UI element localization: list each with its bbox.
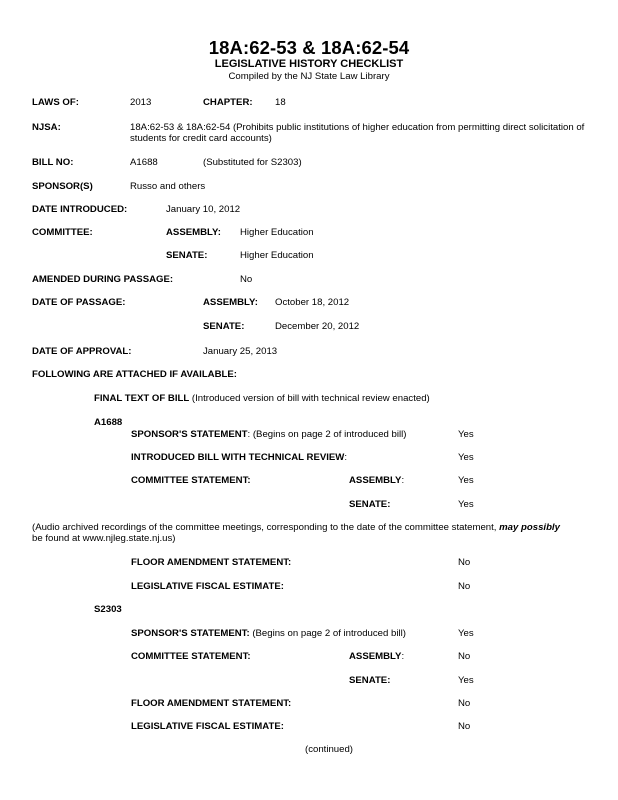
s2303-fiscal-value: No [458,721,471,732]
date-introduced-label: DATE INTRODUCED: [32,204,128,215]
attached-heading: FOLLOWING ARE ATTACHED IF AVAILABLE: [32,369,237,380]
page-title: 18A:62-53 & 18A:62-54 [208,37,410,58]
continued-footer: (continued) [305,744,353,755]
committee-label: COMMITTEE: [32,227,93,238]
s2303-sponsor-value: Yes [458,628,474,639]
laws-of-label: LAWS OF: [32,97,79,108]
njsa-label: NJSA: [32,122,61,133]
s2303-sponsor-label: SPONSOR'S STATEMENT: [131,628,250,639]
a1688-fiscal-value: No [458,581,471,592]
a1688-sponsor-line [131,429,406,441]
a1688-senate-label: SENATE: [349,499,391,510]
s2303-sponsor-line [131,628,406,640]
a1688-fiscal-label: LEGISLATIVE FISCAL ESTIMATE: [131,581,284,592]
s2303-assembly-line [349,651,404,663]
committee-senate-label: SENATE: [166,250,208,261]
passage-label: DATE OF PASSAGE: [32,297,126,308]
a1688-assembly-line [349,475,404,487]
audio-note-text: (Audio archived recordings of the committee meetings, corresponding to the date of the committee statement, [32,522,500,533]
audio-note-emphasis: may possibly [499,522,560,533]
chapter-value: 18 [275,97,286,108]
a1688-heading: A1688 [94,417,123,428]
a1688-assembly-colon: : [401,475,405,486]
a1688-sponsor-label: SPONSOR'S STATEMENT [131,429,248,440]
s2303-sponsor-note: (Begins on page 2 of introduced bill) [249,628,406,639]
s2303-floor-value: No [458,698,471,709]
amended-value: No [240,274,253,285]
approval-value: January 25, 2013 [203,346,278,357]
committee-assembly-value: Higher Education [240,227,314,238]
page-subtitle: LEGISLATIVE HISTORY CHECKLIST [214,58,404,70]
passage-senate-value: December 20, 2012 [275,321,360,332]
sponsors-label: SPONSOR(S) [32,181,93,192]
a1688-sponsor-value: Yes [458,429,474,440]
laws-of-value: 2013 [130,97,152,108]
a1688-introduced-value: Yes [458,452,474,463]
a1688-assembly-label: ASSEMBLY [349,475,402,486]
s2303-assembly-colon: : [401,651,405,662]
s2303-fiscal-label: LEGISLATIVE FISCAL ESTIMATE: [131,721,284,732]
s2303-heading: S2303 [94,604,122,615]
s2303-committee-label: COMMITTEE STATEMENT: [131,651,251,662]
a1688-sponsor-note: : (Begins on page 2 of introduced bill) [247,429,407,440]
a1688-assembly-value: Yes [458,475,474,486]
date-introduced-value: January 10, 2012 [166,204,241,215]
a1688-introduced-line [131,452,347,464]
compiled-by: Compiled by the NJ State Law Library [228,71,390,82]
chapter-label: CHAPTER: [203,97,253,108]
bill-no-value: A1688 [130,157,158,168]
committee-assembly-label: ASSEMBLY: [166,227,221,238]
sponsors-value: Russo and others [130,181,206,192]
s2303-senate-value: Yes [458,675,474,686]
njsa-value-line1: 18A:62-53 & 18A:62-54 (Prohibits public institutions of higher education from permitting direct solicitation of [130,122,585,133]
committee-senate-value: Higher Education [240,250,314,261]
passage-senate-label: SENATE: [203,321,245,332]
s2303-floor-label: FLOOR AMENDMENT STATEMENT: [131,698,292,709]
s2303-senate-label: SENATE: [349,675,391,686]
a1688-floor-value: No [458,557,471,568]
final-text-label: FINAL TEXT OF BILL [94,393,190,404]
s2303-assembly-value: No [458,651,471,662]
passage-assembly-value: October 18, 2012 [275,297,350,308]
final-text-note: (Introduced version of bill with technical review enacted) [189,393,430,404]
final-text-line [94,393,430,405]
audio-note-line2: be found at www.njleg.state.nj.us) [32,533,176,544]
approval-label: DATE OF APPROVAL: [32,346,132,357]
a1688-introduced-label: INTRODUCED BILL WITH TECHNICAL REVIEW [131,452,345,463]
s2303-assembly-label: ASSEMBLY [349,651,402,662]
passage-assembly-label: ASSEMBLY: [203,297,258,308]
a1688-floor-label: FLOOR AMENDMENT STATEMENT: [131,557,292,568]
a1688-introduced-colon: : [344,452,348,463]
a1688-senate-value: Yes [458,499,474,510]
njsa-value-line2: students for credit card accounts) [130,133,272,144]
amended-label: AMENDED DURING PASSAGE: [32,274,174,285]
a1688-committee-label: COMMITTEE STATEMENT: [131,475,251,486]
bill-no-note: (Substituted for S2303) [203,157,302,168]
bill-no-label: BILL NO: [32,157,74,168]
audio-note-line1 [32,522,560,534]
